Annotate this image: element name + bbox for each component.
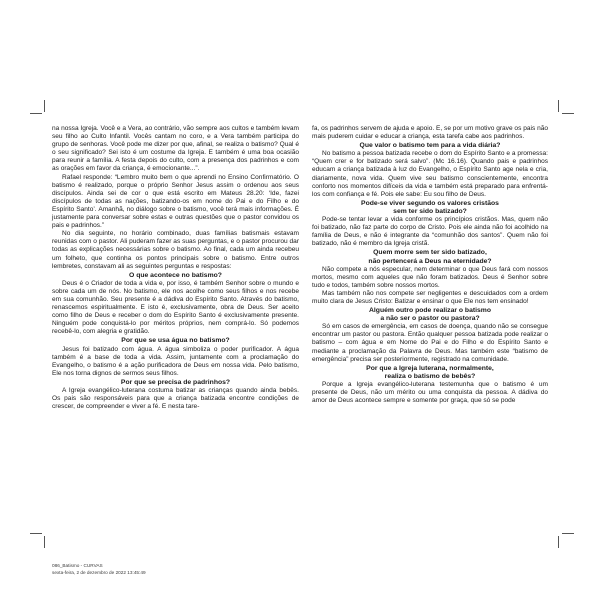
intro-paragraph-2: Rafael responde: “Lembro muito bem o que aprendi no Ensino Confirmatório. O batismo é realizado, porque o próprio Senhor Jesus assim o ordenou aos seus discípulos. Ainda sei de cor o que está escrito em Mateus 28.20: ‘Ide, fazei discípulos de todas as nações, batizando-os em nome do Pai e do Filho e do Espírito Santo’. Amanhã, no diálogo sobre o batismo, você terá mais informações. É justamente para conversar sobre estas e outras questões que o pastor convidou os pais e padrinhos.” — [52, 173, 299, 230]
answer-live-without-baptism: Pode-se tentar levar a vida conforme os princípios cristãos. Mas, quem não foi batizado, não faz parte do corpo de Cristo. Pois ele ainda não foi acolhido na família de Deus, e não é integrante da “comunhão dos santos”. Quem não foi batizado, não é membro da Igreja cristã. — [312, 216, 548, 248]
heading-live-without-baptism-line-1: Pode-se viver segundo os valores cristãos — [361, 199, 499, 207]
heading-die-unbaptized-line-2: não pertencerá a Deus na eternidade? — [368, 257, 492, 265]
crop-mark-bottom-right — [558, 536, 559, 548]
heading-what-happens: O que acontece no batismo? — [129, 271, 222, 279]
crop-mark-bottom-left-h — [30, 533, 42, 534]
answer-infant-baptism: Porque a Igreja evangélico-luterana testemunha que o batismo é um presente de Deus, não um mérito ou uma conquista da pessoa. A dádiva do amor de Deus acontece sempre e somente por graça, que só se pode — [312, 380, 548, 405]
footer-file-name: 086_Batismo - CURVAS — [52, 563, 103, 568]
heading-who-can-baptize-line-1: Alguém outro pode realizar o batismo — [369, 307, 491, 315]
answer-die-unbaptized-1: Não compete a nós especular, nem determinar o que Deus fará com nossos mortos, mesmo com aqueles que não foram batizados. Deus é Senhor sobre tudo e todos, também sobre nossos mortos. — [312, 265, 548, 289]
heading-infant-baptism — [312, 365, 548, 381]
answer-why-godparents: A Igreja evangélico-luterana costuma batizar as crianças quando ainda bebês. Os pais são responsáveis para que a criança batizada encontre condições de crescer, de compreender e viver a fé. E nesta tare- — [52, 387, 299, 411]
heading-why-water: Por que se usa água no batismo? — [121, 337, 230, 345]
heading-why-godparents: Por que se precisa de padrinhos? — [120, 378, 231, 386]
answer-why-water: Jesus foi batizado com água. A água simboliza o poder purificador. A água também é a base de toda a vida. Assim, juntamente com a proclamação do Evangelho, o batismo é a ação purificadora de Deus em nossa vida. Pelo batismo, Ele nos torna dignos de sermos seus filhos. — [52, 345, 299, 377]
answer-who-can-baptize: Só em casos de emergência, em casos de doença, quando não se consegue encontrar um pastor ou pastora. Então qualquer pessoa batizada pode realizar o batismo – com água e em Nome do Pai e do Filho e do Espírito Santo e mediante a proclamação da Palavra de Deus. Mas também este “batismo de emergência” precisa ser posteriormente, registrado na comunidade. — [312, 323, 548, 363]
intro-paragraph-3: No dia seguinte, no horário combinado, duas famílias batismais estavam reunidas com o pastor. Ali puderam fazer as suas perguntas, e o pastor procurou dar todas as explicações necessárias sobre o batismo. Ao final, cada um ainda recebeu um folheto, que continha os pontos principais sobre o batismo. Entre outros lembretes, constavam ali as seguintes perguntas e respostas: — [52, 230, 299, 270]
crop-mark-top-left — [44, 100, 45, 112]
crop-mark-top-right-h — [562, 113, 574, 114]
right-column-text — [312, 125, 548, 405]
heading-who-can-baptize-line-2: a não ser o pastor ou pastora? — [380, 315, 480, 323]
intro-paragraph-1: na nossa Igreja. Você e a Vera, ao contrário, vão sempre aos cultos e também levam seu filho ao Culto Infantil. Vocês cantam no coro, e a Vera também participa do grupo de senhoras. Você pode me dizer por que, afinal, se realiza o batismo? Qual é o seu significado? Sei isto é um costume da Igreja. E também é uma boa ocasião para reunir a família. A festa depois do culto, com a presença dos padrinhos e com as orações em favor da criança, é emocionante...”. — [52, 125, 299, 173]
answer-what-happens: Deus é o Criador de toda a vida e, por isso, é também Senhor sobre o mundo e sobre cada um de nós. No batismo, ele nos acolhe como seus filhos e nos recebe em sua comunhão. Seu presente é a dádiva do Espírito Santo. Através do batismo, renascemos espiritualmente. E isto é, exclusivamente, obra de Deus. Ser aceito como filho de Deus e receber o dom do Espírito Santo é exclusivamente presente. Ninguém pode conquistá-lo por méritos próprios, nem comprá-lo. Só podemos recebê-lo, com alegria e gratidão. — [52, 279, 299, 336]
heading-live-without-baptism — [312, 200, 548, 216]
heading-infant-baptism-line-2: realiza o batismo de bebês? — [384, 372, 476, 380]
heading-die-unbaptized — [312, 249, 548, 265]
heading-daily-value: Que valor o batismo tem para a vida diária? — [359, 142, 501, 150]
answer-die-unbaptized-2: Mas também não nos compete ser negligentes e descuidados com a ordem muito clara de Jesus Cristo: Batizar e ensinar o que Ele nos tem ensinado! — [312, 289, 548, 305]
crop-mark-top-left-h — [30, 113, 42, 114]
godparents-continuation: fa, os padrinhos servem de ajuda e apoio. E, se por um motivo grave os pais não mais puderem cuidar e educar a criança, esta tarefa cabe aos padrinhos. — [312, 125, 548, 141]
heading-live-without-baptism-line-2: sem ter sido batizado? — [393, 207, 467, 215]
crop-mark-bottom-right-h — [562, 533, 574, 534]
heading-die-unbaptized-line-1: Quem morre sem ter sido batizado, — [373, 249, 487, 257]
print-footer — [52, 562, 146, 576]
heading-infant-baptism-line-1: Por que a Igreja luterana, normalmente, — [366, 364, 494, 372]
crop-mark-top-right — [558, 100, 559, 112]
heading-who-can-baptize — [312, 307, 548, 323]
left-column-text — [52, 125, 299, 411]
answer-daily-value: No batismo a pessoa batizada recebe o dom do Espírito Santo e a promessa: “Quem crer e for batizado será salvo”. (Mc 16.16). Quando pais e padrinhos educam a criança batizada à luz do Evangelho, o Espírito Santo age nela e cria, diariamente, nova vida. Quem vive seu batismo conscientemente, encontra conforto nos momentos difíceis da vida e também está preparado para enfrentá-los com confiança e fé. Pois ele sabe: Eu sou filho de Deus. — [312, 150, 548, 198]
crop-mark-bottom-left — [44, 536, 45, 548]
footer-timestamp: sexta-feira, 2 de dezembro de 2022 13:45:49 — [52, 570, 146, 575]
